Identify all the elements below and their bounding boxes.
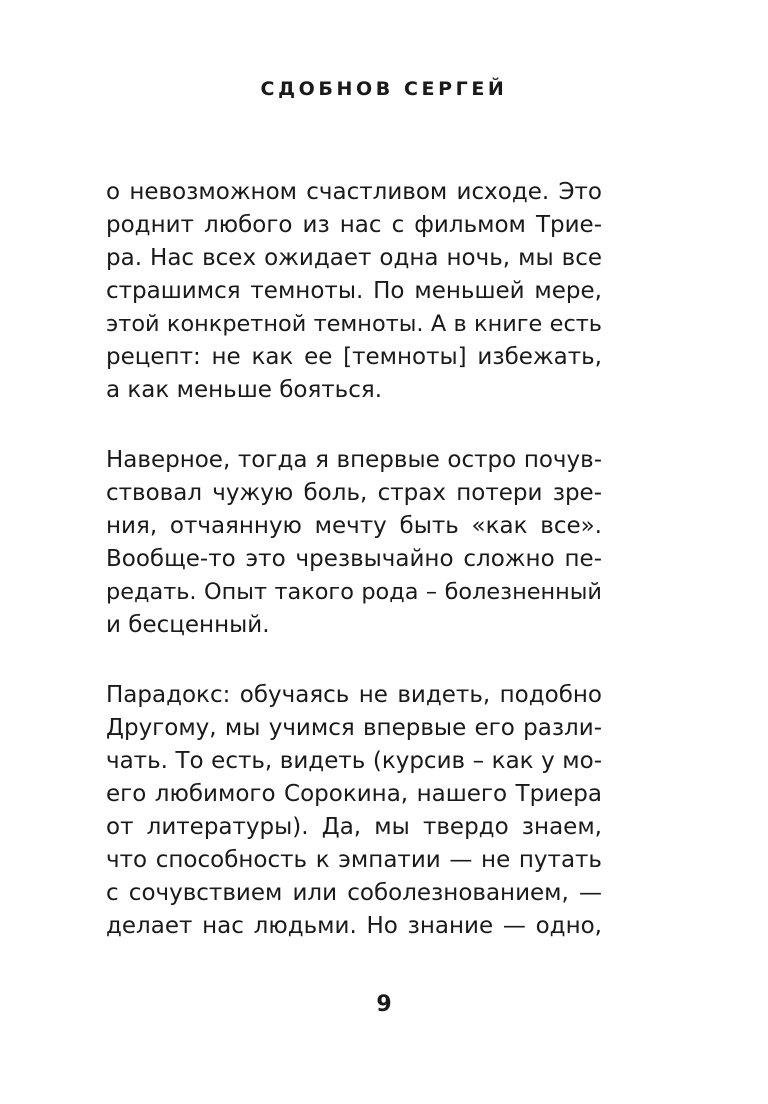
text-line: от литературы). Да, мы твердо знаем,: [106, 814, 602, 840]
text-line: Другому, мы учимся впервые его разли-: [106, 715, 602, 741]
text-line: что способность к эмпатии — не путать: [106, 847, 602, 873]
paragraph-1: [106, 176, 602, 407]
text-line: с сочувствием или соболезнованием, —: [106, 880, 602, 906]
text-line: а как меньше бояться.: [106, 377, 383, 403]
text-line: этой конкретной темноты. А в книге есть: [106, 311, 602, 337]
text-line: Вообще-то это чрезвычайно сложно пе-: [106, 546, 602, 572]
text-line: страшимся темноты. По меньшей мере,: [106, 278, 602, 304]
text-line: роднит любого из нас с фильмом Трие-: [106, 212, 602, 238]
text-line: ния, отчаянную мечту быть «как все».: [106, 513, 602, 539]
text-line: и бесценный.: [106, 612, 270, 638]
text-line: о невозможном счастливом исходе. Это: [106, 179, 602, 205]
text-line: рецепт: не как ее [темноты] избежать,: [106, 344, 602, 370]
body-text: [106, 176, 602, 980]
text-line: делает нас людьми. Но знание — одно,: [106, 913, 602, 939]
paragraph-2: [106, 444, 602, 642]
text-line: Парадокс: обучаясь не видеть, подобно: [106, 682, 602, 708]
paragraph-3: [106, 679, 602, 943]
text-line: чать. То есть, видеть (курсив – как у мо-: [106, 748, 602, 774]
text-line: Наверное, тогда я впервые остро почув-: [106, 447, 602, 473]
text-line: редать. Опыт такого рода – болезненный: [106, 579, 602, 605]
running-header-author: СДОБНОВ СЕРГЕЙ: [260, 78, 508, 100]
text-line: ра. Нас всех ожидает одна ночь, мы все: [106, 245, 602, 271]
page-number: 9: [376, 992, 392, 1017]
text-line: его любимого Сорокина, нашего Триера: [106, 781, 602, 807]
text-line: ствовал чужую боль, страх потери зре-: [106, 480, 602, 506]
